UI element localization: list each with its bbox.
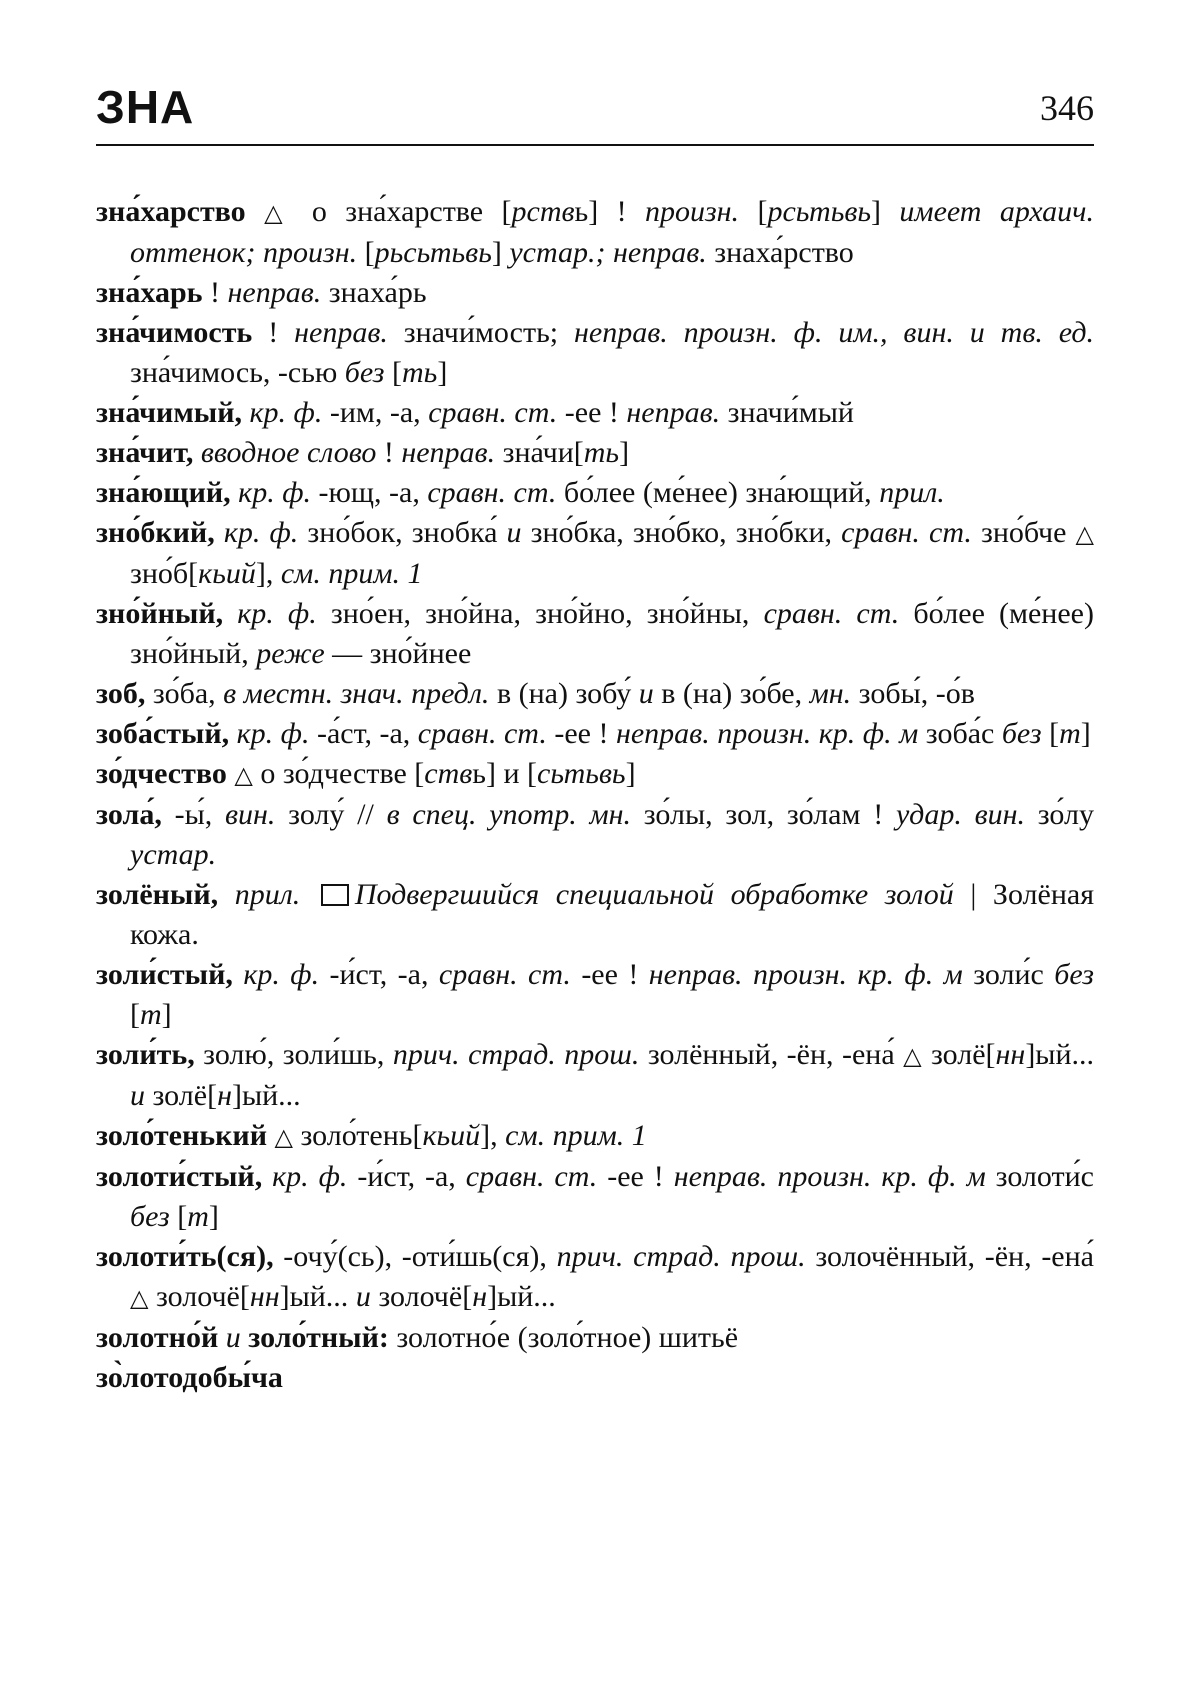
entry-text: зоба́с [918,717,1002,750]
dictionary-entry [96,1237,1094,1318]
grammar-note: кр. ф. [243,958,320,991]
entry-text: ] [1080,717,1091,750]
grammar-note: т [140,998,162,1031]
grammar-note: ств [424,757,473,790]
grammar-note: кьий [198,557,256,590]
entry-text: золи́с [962,958,1055,991]
entry-text [300,878,317,911]
entry-text: ]ый... [231,1079,301,1112]
grammar-note: сравн. ст. [417,717,547,750]
entry-text: ] [437,356,448,389]
headword: золи́ть, [96,1038,195,1071]
entry-text: [ [384,356,403,389]
grammar-note: удар. вин. [895,798,1025,831]
entry-text: — зно́йнее [324,637,472,670]
entry-text: ] [208,1200,219,1233]
dictionary-entry [96,1157,1094,1237]
entry-text: о зна́харстве [ [293,195,512,228]
entry-text: [ [130,998,140,1031]
entry-text: зно́бок, знобка́ [298,516,507,549]
definition-box-icon [321,884,349,906]
grammar-note: мн. [809,677,852,710]
grammar-note: без [344,356,385,389]
entry-text: бо́лее (ме́нее) зно́йный, [130,597,1094,670]
grammar-note: и [638,677,654,710]
entry-text: -ющ, -а, [311,476,428,509]
grammar-note: сравн. ст. [841,516,972,549]
entry-text: золённый, -ён, -ена́ [639,1038,904,1071]
headword: зна́чит, [96,436,194,469]
headword: зно́йный, [96,597,224,630]
grammar-note: в спец. употр. мн. [386,798,631,831]
grammar-note: нн [995,1038,1026,1071]
grammar-note: нн [249,1280,280,1313]
entry-text: [ [169,1200,188,1233]
entry-text: -очу́(сь), -оти́шь(ся), [273,1240,557,1273]
grammar-note: неправ. произн. ф. им., вин. и тв. ед. [574,316,1094,349]
dictionary-entry [96,795,1094,875]
entry-text: значи́мый [720,396,854,429]
grammar-note: т [187,1200,209,1233]
grammar-note: н [472,1280,488,1313]
triangle-icon: △ [234,761,253,789]
dictionary-entry [96,433,1094,473]
entry-text: -а́ст, -а, [309,717,418,750]
entry-text: золочё[ [370,1280,473,1313]
grammar-note: произн. [644,195,740,228]
grammar-note: имеет архаич. оттенок; произн. [130,195,1094,269]
grammar-note: т [1059,717,1081,750]
grammar-note: прил. [879,476,945,509]
entry-text: ] [491,236,510,269]
triangle-icon: △ [1075,520,1095,548]
entry-text: ] [625,757,636,790]
entry-text [262,1160,272,1193]
entry-text: зно́ен, зно́йна, зно́йно, зно́йны, [316,597,764,630]
grammar-note: кр. ф. [237,597,317,630]
dictionary-entry [96,473,1094,513]
grammar-note: прич. страд. прош. [392,1038,640,1071]
grammar-note: вин. [224,798,276,831]
entry-text [218,878,235,911]
dictionary-entry [96,754,1094,795]
entry-text: зо́лу [1025,798,1094,831]
headword: золоти́ть(ся), [96,1240,274,1273]
dictionary-entry [96,393,1094,433]
entry-text: [ [1041,717,1060,750]
grammar-note: прил. [234,878,301,911]
entry-text [229,717,237,750]
headword: зоба́стый, [96,717,230,750]
entry-text: зно́б[ [130,557,199,590]
grammar-note: сьтьвь [537,757,626,790]
entry-text: золё[ [145,1079,218,1112]
entry-text: о зо́дчестве [ [252,757,425,790]
grammar-note: прич. страд. прош. [556,1240,806,1273]
entry-text: -ее ! [546,717,616,750]
grammar-note: реже [256,637,325,670]
entry-text: золотно́е (золо́тное) шитьё [388,1321,739,1354]
grammar-note: рсьтьвь [767,195,872,228]
dictionary-entry [96,1318,1094,1358]
entry-text [215,516,224,549]
entry-text: золю́, золи́шь, [194,1038,393,1071]
entry-text: зо́ба, [145,677,224,710]
entry-text: зна́чимось, -сью [130,356,345,389]
entry-text: золочё[ [148,1280,250,1313]
grammar-note: рьсьтьвь [374,236,492,269]
entry-text: ! [376,436,402,469]
grammar-note: кр. ф. [223,516,299,549]
entry-text: ь [574,195,589,228]
entry-text: золоти́с [985,1160,1094,1193]
entry-text [218,1321,226,1354]
entry-text: [ [357,236,375,269]
grammar-note: н [217,1079,232,1112]
entry-text: знаха́рство [706,236,854,269]
grammar-note: ть [583,436,620,469]
entry-text: зно́бка, зно́бко, зно́бки, [521,516,842,549]
entry-text [246,195,264,228]
grammar-note: кр. ф. [272,1160,348,1193]
triangle-icon: △ [903,1042,923,1070]
grammar-note: сравн. ст. [763,597,900,630]
entry-text: ]ый... [279,1280,356,1313]
grammar-note: и [225,1321,241,1354]
headword: зна́харь [96,276,203,309]
entry-text: зна́чи[ [495,436,584,469]
headword: золи́стый, [96,958,233,991]
grammar-note: сравн. ст. [428,396,558,429]
grammar-note: сравн. ст. [438,958,571,991]
entry-text: -ее ! [557,396,627,429]
grammar-note: см. прим. 1 [505,1119,647,1152]
headword: зо̀лотодобы́ча [96,1361,283,1394]
entry-text: золочённый, -ён, -ена́ [805,1240,1094,1273]
entry-text: бо́лее (ме́нее) зна́ющий, [556,476,880,509]
entry-text: -ее ! [570,958,649,991]
entry-text [242,396,250,429]
grammar-note: и [355,1280,371,1313]
entry-text: ] ! [588,195,645,228]
headword: зола́, [96,798,162,831]
grammar-note: неправ. произн. кр. ф. м [673,1160,986,1193]
dictionary-entry [96,1035,1094,1116]
grammar-note: устар.; неправ. [509,236,707,269]
entry-text: -и́ст, -а, [319,958,439,991]
entry-text: ] [871,195,900,228]
grammar-note: и [506,516,522,549]
headword: золоти́стый, [96,1160,263,1193]
entry-text: значи́мость; [387,316,575,349]
entry-list [96,192,1094,1398]
entry-text: | Золёная кожа. [130,878,1095,951]
entry-text: ] [619,436,630,469]
dictionary-entry [96,1358,1094,1398]
dictionary-entry [96,313,1094,393]
dictionary-entry [96,714,1094,754]
grammar-note: Подвергшийся специальной обработке золой [354,878,954,911]
grammar-note: ть [402,356,438,389]
entry-text: ] [161,998,172,1031]
entry-text: зо́лы, зол, зо́лам ! [630,798,896,831]
entry-text: ]ый... [1025,1038,1095,1071]
entry-text: ], [255,557,281,590]
headword: золотно́й [96,1321,219,1354]
entry-text: зно́бче [971,516,1076,549]
entry-text: золо́тень[ [292,1119,423,1152]
headword: зна́чимый, [96,396,242,429]
entry-text: -и́ст, -а, [347,1160,466,1193]
headword: золо́тный: [248,1321,389,1354]
dictionary-entry [96,513,1094,594]
entry-text: ]ый... [487,1280,556,1313]
entry-text: золё[ [922,1038,996,1071]
entry-text: ], [480,1119,506,1152]
grammar-note: без [130,1200,170,1233]
entry-text: [ [739,195,768,228]
entry-text: ! [202,276,228,309]
entry-text: -ее ! [597,1160,674,1193]
entry-text: ь] и [ [472,757,537,790]
grammar-note: кр. ф. [238,476,312,509]
grammar-note: неправ. произн. кр. ф. м [615,717,919,750]
grammar-note: в местн. знач. предл. [223,677,490,710]
grammar-note: без [1054,958,1094,991]
entry-text: зобы́, -о́в [851,677,975,710]
entry-text: -им, -а, [322,396,429,429]
headword: зна́харство [96,195,246,228]
dictionary-entry [96,192,1094,273]
entry-text [223,597,237,630]
grammar-note: вводное слово [200,436,377,469]
dictionary-entry [96,875,1094,955]
headword: зна́чимость [96,316,253,349]
entry-text: знаха́рь [321,276,427,309]
headword: зно́бкий, [96,516,215,549]
grammar-note: неправ. [626,396,721,429]
entry-text [233,958,243,991]
grammar-note: неправ. произн. кр. ф. м [648,958,963,991]
grammar-note: без [1001,717,1042,750]
grammar-note: устар. [130,838,217,871]
grammar-note: неправ. [401,436,496,469]
grammar-note: см. прим. 1 [280,557,423,590]
page-number: 346 [1040,88,1094,128]
headword: зна́ющий, [96,476,231,509]
grammar-note: и [130,1079,145,1112]
dictionary-entry [96,674,1094,714]
entry-text: в (на) зо́бе, [653,677,810,710]
entry-text: -ы́, [161,798,225,831]
grammar-note: сравн. ст. [465,1160,598,1193]
grammar-note: неправ. [294,316,388,349]
entry-text: в (на) зобу́ [489,677,639,710]
grammar-note: кьий [422,1119,481,1152]
dictionary-entry [96,1116,1094,1157]
grammar-note: рств [511,195,575,228]
grammar-note: сравн. ст. [427,476,557,509]
running-head: ЗНА [96,81,195,133]
grammar-note: кр. ф. [249,396,323,429]
dictionary-entry [96,955,1094,1035]
headword: золёный, [96,878,219,911]
page-header [96,78,1094,146]
headword: зо́дчество [96,757,227,790]
entry-text [193,436,201,469]
entry-text: ! [252,316,295,349]
grammar-note: кр. ф. [236,717,310,750]
grammar-note: неправ. [227,276,322,309]
headword: золо́тенький [96,1119,267,1152]
headword: зоб, [96,677,146,710]
triangle-icon: △ [264,199,294,227]
dictionary-entry [96,594,1094,674]
triangle-icon: △ [274,1123,293,1151]
entry-text: золу́ // [275,798,387,831]
triangle-icon: △ [130,1284,149,1312]
dictionary-entry [96,273,1094,313]
